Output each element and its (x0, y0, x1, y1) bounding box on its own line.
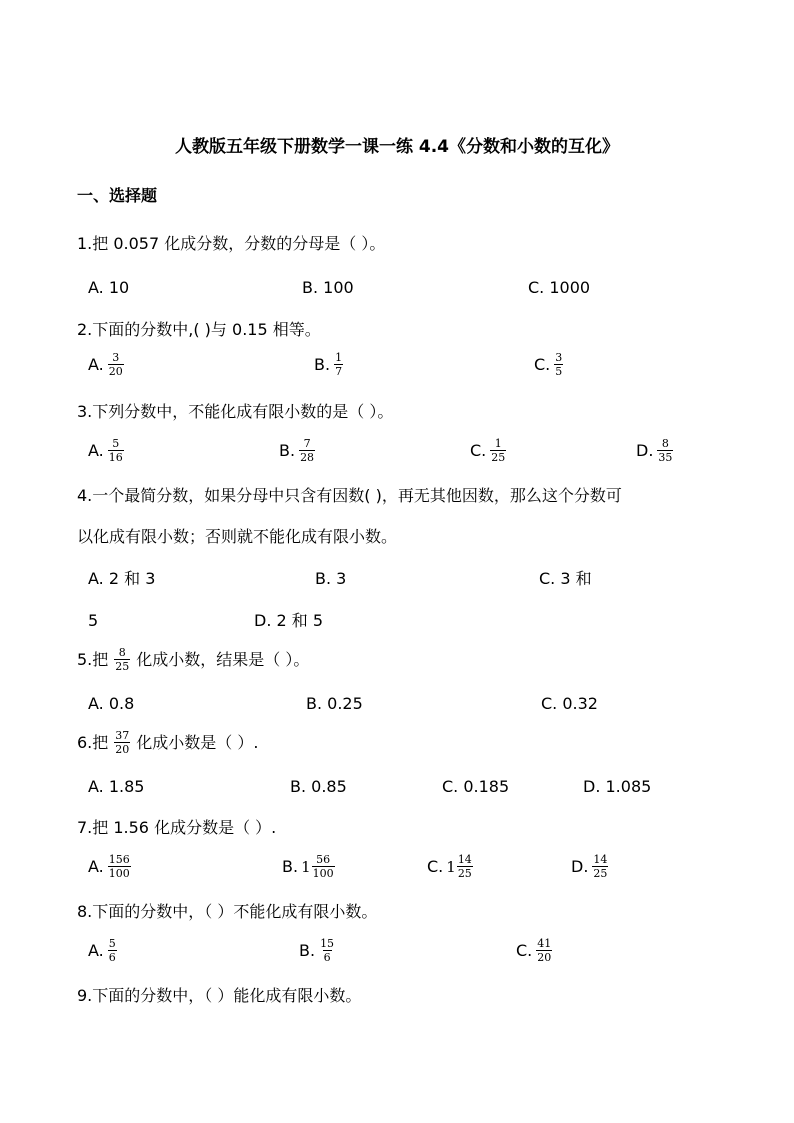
numerator: 37 (115, 729, 130, 742)
fraction (114, 729, 130, 756)
q3-option-a (88, 437, 124, 464)
q6-option-a: A. 1.85 (88, 777, 145, 796)
denominator: 5 (555, 365, 563, 378)
fraction (554, 351, 563, 378)
option-label: D. (636, 440, 654, 460)
option-label: A. (88, 354, 104, 374)
fraction (114, 646, 130, 673)
denominator: 16 (108, 451, 123, 464)
fraction (319, 937, 335, 964)
question-4-line-1: 4.一个最简分数，如果分母中只含有因数( )，再无其他因数，那么这个分数可 (77, 486, 622, 505)
fraction (657, 437, 673, 464)
q7-option-c (427, 853, 473, 880)
option-label: C. (470, 440, 487, 460)
fraction (334, 351, 343, 378)
option-label: B. (299, 940, 316, 960)
option-label: C. (534, 354, 551, 374)
fraction (299, 437, 315, 464)
option-label: D. (571, 856, 589, 876)
option-label: B. (314, 354, 331, 374)
fraction (312, 853, 335, 880)
q4-option-c: C. 3 和 (539, 569, 592, 588)
q4-option-c-continued: 5 (88, 611, 99, 630)
q4-option-b: B. 3 (315, 569, 347, 588)
option-label: C. (427, 856, 444, 876)
q8-option-b (299, 937, 335, 964)
q6-option-d: D. 1.085 (583, 777, 652, 796)
question-3: 3.下列分数中，不能化成有限小数的是（ ）。 (77, 402, 394, 421)
numerator: 56 (316, 853, 331, 866)
q7-option-a (88, 853, 131, 880)
option-label: A. (88, 856, 104, 876)
question-prefix: 5.把 (77, 649, 109, 669)
denominator: 28 (300, 451, 315, 464)
denominator: 6 (108, 951, 116, 964)
question-5 (77, 646, 309, 673)
option-label: B. (282, 856, 299, 876)
fraction (536, 937, 552, 964)
numerator: 156 (108, 853, 130, 866)
denominator: 25 (115, 660, 130, 673)
numerator: 5 (112, 437, 120, 450)
fraction (592, 853, 608, 880)
question-prefix: 6.把 (77, 732, 109, 752)
q6-option-b: B. 0.85 (290, 777, 347, 796)
numerator: 8 (118, 646, 126, 659)
denominator: 20 (115, 743, 130, 756)
option-label: C. (516, 940, 533, 960)
q2-option-b (314, 351, 343, 378)
numerator: 15 (320, 937, 335, 950)
q5-option-c: C. 0.32 (541, 694, 598, 713)
section-heading: 一、选择题 (77, 186, 158, 205)
q7-option-d (571, 853, 608, 880)
denominator: 100 (312, 867, 334, 880)
fraction (108, 853, 131, 880)
whole-part: 1 (301, 857, 311, 876)
q8-option-a (88, 937, 117, 964)
question-suffix: 化成小数是（ ）. (136, 732, 259, 752)
denominator: 7 (335, 365, 343, 378)
numerator: 14 (457, 853, 472, 866)
denominator: 100 (108, 867, 130, 880)
page-title: 人教版五年级下册数学一课一练 4.4《分数和小数的互化》 (174, 137, 620, 157)
q8-option-c (516, 937, 552, 964)
numerator: 14 (593, 853, 608, 866)
option-label: A. (88, 440, 104, 460)
denominator: 25 (491, 451, 506, 464)
question-1: 1.把 0.057 化成分数，分数的分母是（ ）。 (77, 234, 386, 253)
numerator: 41 (537, 937, 552, 950)
q7-option-b (282, 853, 335, 880)
fraction (108, 437, 124, 464)
q1-option-a: A. 10 (88, 278, 130, 297)
q3-option-d (636, 437, 673, 464)
numerator: 7 (303, 437, 311, 450)
numerator: 1 (494, 437, 502, 450)
q3-option-c (470, 437, 506, 464)
option-label: B. (279, 440, 296, 460)
question-9: 9.下面的分数中，（ ）能化成有限小数。 (77, 986, 362, 1005)
fraction (108, 351, 124, 378)
denominator: 6 (323, 951, 331, 964)
question-2: 2.下面的分数中,( )与 0.15 相等。 (77, 320, 321, 339)
q6-option-c: C. 0.185 (442, 777, 510, 796)
question-4-line-2: 以化成有限小数；否则就不能化成有限小数。 (77, 527, 398, 546)
whole-part: 1 (446, 857, 456, 876)
denominator: 35 (658, 451, 673, 464)
question-7: 7.把 1.56 化成分数是（ ）. (77, 818, 277, 837)
q5-option-b: B. 0.25 (306, 694, 363, 713)
numerator: 8 (661, 437, 669, 450)
fraction (108, 937, 117, 964)
q5-option-a: A. 0.8 (88, 694, 135, 713)
q2-option-c (534, 351, 563, 378)
question-suffix: 化成小数，结果是（ ）。 (136, 649, 310, 669)
fraction (490, 437, 506, 464)
denominator: 20 (537, 951, 552, 964)
numerator: 3 (112, 351, 120, 364)
numerator: 1 (335, 351, 343, 364)
denominator: 20 (108, 365, 123, 378)
q1-option-c: C. 1000 (528, 278, 591, 297)
q4-option-d: D. 2 和 5 (254, 611, 324, 630)
question-8: 8.下面的分数中，（ ）不能化成有限小数。 (77, 902, 378, 921)
q2-option-a (88, 351, 124, 378)
denominator: 25 (593, 867, 608, 880)
q3-option-b (279, 437, 315, 464)
option-label: A. (88, 940, 104, 960)
denominator: 25 (457, 867, 472, 880)
numerator: 5 (108, 937, 116, 950)
fraction (457, 853, 473, 880)
q1-option-b: B. 100 (302, 278, 354, 297)
question-6 (77, 729, 258, 756)
numerator: 3 (555, 351, 563, 364)
q4-option-a: A. 2 和 3 (88, 569, 156, 588)
